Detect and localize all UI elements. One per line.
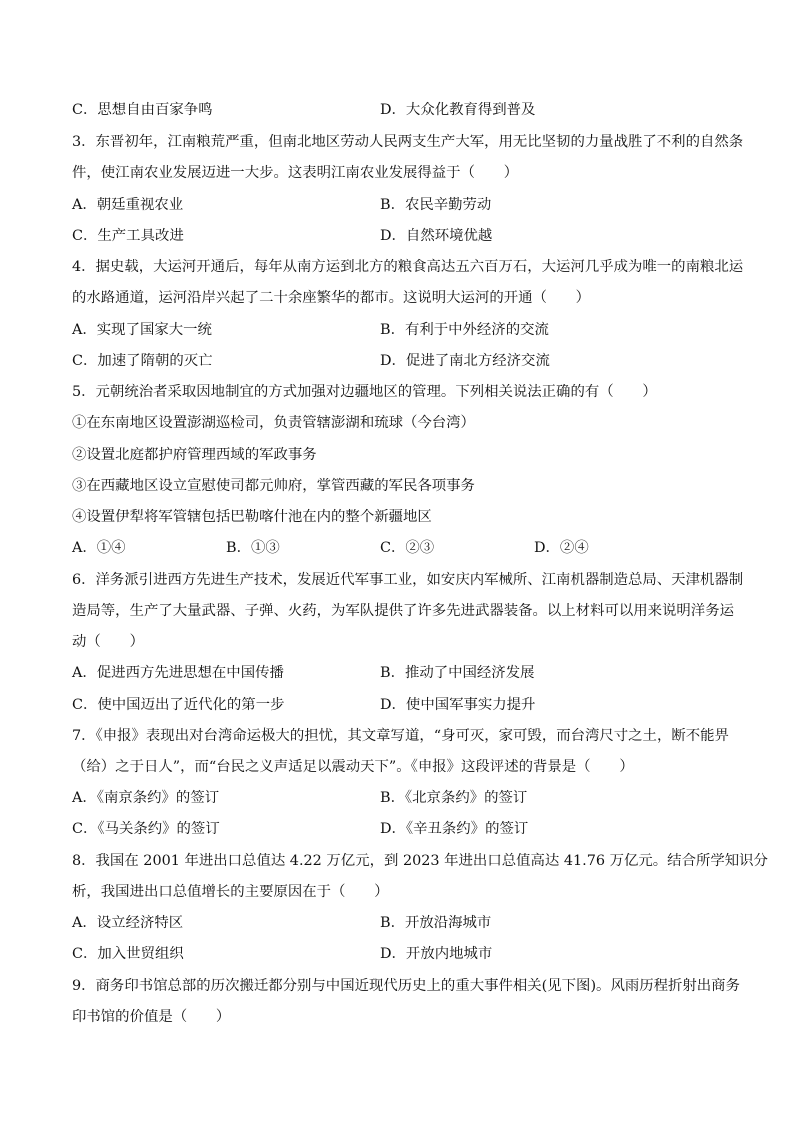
q4-option-d: D．促进了南北方经济交流: [380, 353, 550, 369]
q5-option-b: B．①③: [226, 540, 280, 556]
q5-option-d: D．②④: [534, 540, 589, 556]
q8-stem-line-1: 8．我国在 2001 年进出口总值达 4.22 万亿元，到 2023 年进出口总值高达 41.76 万亿元。结合所学知识分: [72, 853, 768, 869]
q5-item-4: ④设置伊犁将军管辖包括巴勒喀什池在内的整个新疆地区: [72, 509, 432, 525]
q4-stem-line-2: 的水路通道，运河沿岸兴起了二十余座繁华的都市。这说明大运河的开通（ ）: [72, 290, 591, 306]
q7-option-a: A．《南京条约》的签订: [72, 790, 220, 806]
q8-option-c: C．加入世贸组织: [72, 946, 184, 962]
q6-option-c: C．使中国迈出了近代化的第一步: [72, 697, 285, 713]
q6-option-d: D．使中国军事实力提升: [380, 697, 536, 713]
q7-option-c: C．《马关条约》的签订: [72, 821, 220, 837]
q3-options-row-1: [72, 196, 724, 214]
q7-options-row-2: [72, 820, 724, 838]
q9-stem-line-1: 9．商务印书馆总部的历次搬迁都分别与中国近现代历史上的重大事件相关(见下图)。风雨历程折射出商务: [72, 978, 740, 994]
q5-stem: 5．元朝统治者采取因地制宜的方式加强对边疆地区的管理。下列相关说法正确的有（ ）: [72, 384, 657, 400]
q4-stem-line-1: 4．据史载，大运河开通后，每年从南方运到北方的粮食高达五六百万石，大运河几乎成为唯一的南粮北运: [72, 259, 744, 275]
q3-option-d: D．自然环境优越: [380, 228, 493, 244]
q3-stem-line-2: 件，使江南农业发展迈进一大步。这表明江南农业发展得益于（ ）: [72, 165, 519, 181]
q8-option-b: B．开放沿海城市: [380, 915, 492, 931]
q4-option-c: C．加速了隋朝的灭亡: [72, 353, 213, 369]
q7-option-b: B．《北京条约》的签订: [380, 790, 528, 806]
q3-option-c: C．生产工具改进: [72, 228, 184, 244]
q3-option-b: B．农民辛勤劳动: [380, 197, 492, 213]
q4-options-row-2: [72, 352, 724, 370]
q5-option-a: A．①④: [72, 540, 126, 556]
q2-option-c: C．思想自由百家争鸣: [72, 102, 213, 118]
q8-option-d: D．开放内地城市: [380, 946, 493, 962]
q5-options-row: [72, 539, 724, 557]
q4-option-a: A．实现了国家大一统: [72, 322, 212, 338]
q6-option-b: B．推动了中国经济发展: [380, 665, 535, 681]
q6-stem-line-2: 造局等，生产了大量武器、子弹、火药，为军队提供了许多先进武器装备。以上材料可以用来说明洋务运: [72, 603, 734, 619]
q3-stem-line-1: 3．东晋初年，江南粮荒严重，但南北地区劳动人民两支生产大军，用无比坚韧的力量战胜了不利的自然条: [72, 134, 744, 150]
q6-stem-line-1: 6．洋务派引进西方先进生产技术，发展近代军事工业，如安庆内军械所、江南机器制造总局、天津机器制: [72, 572, 744, 588]
q5-item-2: ②设置北庭都护府管理西域的军政事务: [72, 447, 317, 463]
q4-option-b: B．有利于中外经济的交流: [380, 322, 549, 338]
q7-options-row-1: [72, 789, 724, 807]
q6-option-a: A．促进西方先进思想在中国传播: [72, 665, 284, 681]
q8-option-a: A．设立经济特区: [72, 915, 184, 931]
q3-option-a: A．朝廷重视农业: [72, 197, 184, 213]
q6-stem-line-3: 动（ ）: [72, 634, 144, 650]
q6-options-row-1: [72, 664, 724, 682]
q7-option-d: D．《辛丑条约》的签订: [380, 821, 529, 837]
q9-stem-line-2: 印书馆的价值是（ ）: [72, 1009, 231, 1025]
q5-option-c: C．②③: [380, 540, 435, 556]
q3-options-row-2: [72, 227, 724, 245]
q6-options-row-2: [72, 696, 724, 714]
q2-option-d: D．大众化教育得到普及: [380, 102, 536, 118]
q2-options-row-2: [72, 101, 724, 119]
q5-item-3: ③在西藏地区设立宣慰使司都元帅府，掌管西藏的军民各项事务: [72, 478, 475, 494]
q8-options-row-2: [72, 945, 724, 963]
q5-item-1: ①在东南地区设置澎湖巡检司，负责管辖澎湖和琉球（今台湾）: [72, 415, 475, 431]
q8-options-row-1: [72, 914, 724, 932]
q8-stem-line-2: 析，我国进出口总值增长的主要原因在于（ ）: [72, 884, 389, 900]
q7-stem-line-1: 7．《申报》表现出对台湾命运极大的担忧，其文章写道，“身可灭，家可毁，而台湾尺寸之土，断不能畀: [72, 728, 729, 744]
q4-options-row-1: [72, 321, 724, 339]
q7-stem-line-2: （给）之于日人”，而“台民之义声适足以震动天下”。《申报》这段评述的背景是（ ）: [72, 759, 634, 775]
